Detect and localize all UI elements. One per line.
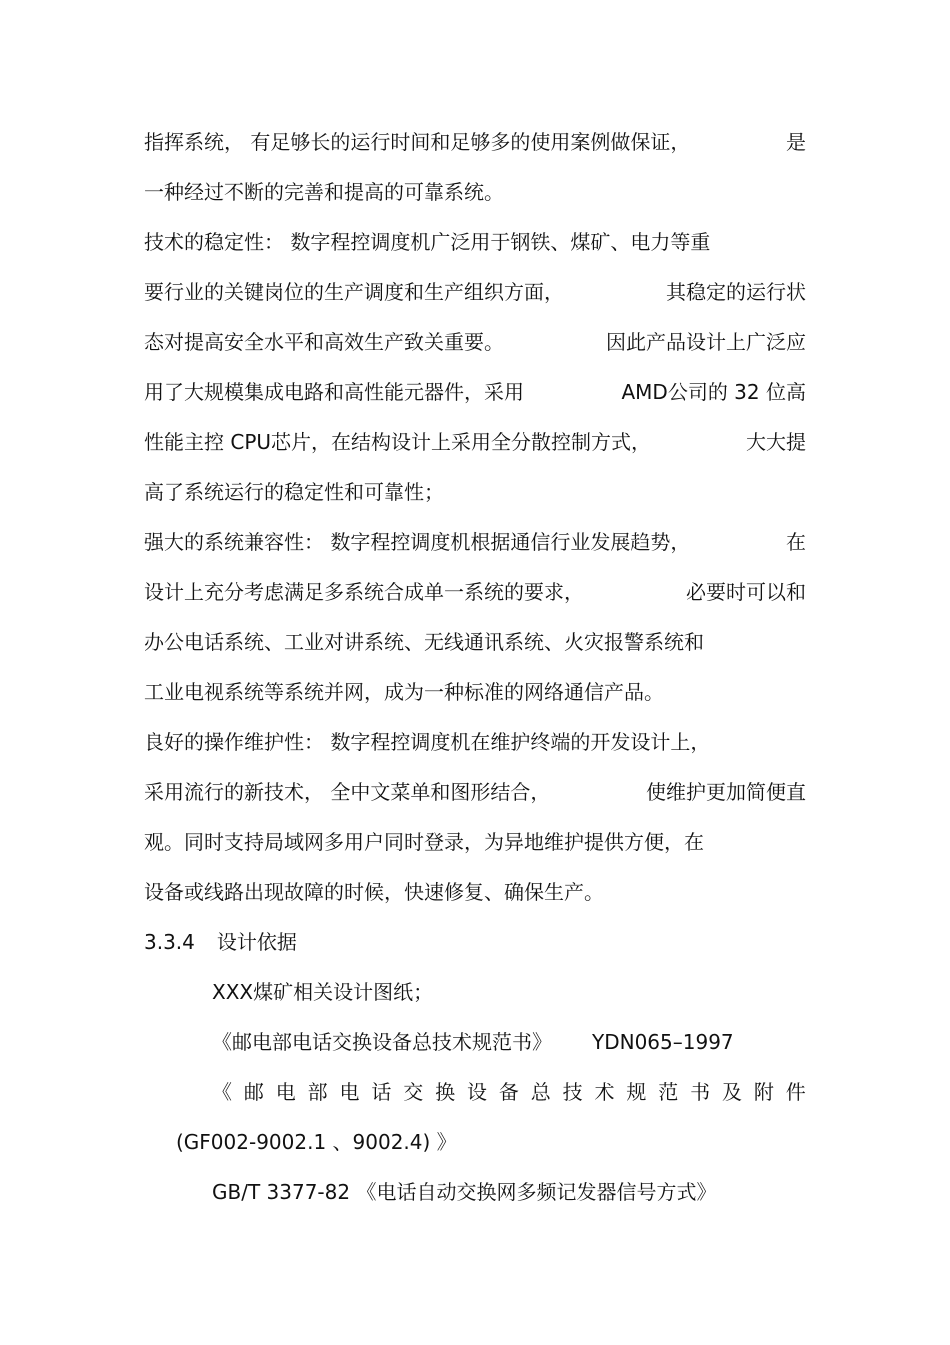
text-segment: 态对提高安全水平和高效生产致关重要。 bbox=[144, 330, 504, 354]
text-segment: 使维护更加简便直 bbox=[646, 780, 806, 804]
text-segment: 必要时可以和 bbox=[686, 580, 806, 604]
text-segment: 用了大规模集成电路和高性能元器件，采用 bbox=[144, 380, 524, 404]
section-number: 3.3.4 bbox=[144, 930, 195, 954]
text-line bbox=[144, 278, 806, 306]
reference-char: 《 bbox=[212, 1080, 232, 1104]
text-segment: 采用流行的新技术， 全中文菜单和图形结合， bbox=[144, 780, 551, 804]
reference-item-continuation bbox=[176, 1128, 806, 1156]
text-line bbox=[144, 228, 806, 256]
text-segment: 一种经过不断的完善和提高的可靠系统。 bbox=[144, 180, 504, 204]
text-line bbox=[144, 378, 806, 406]
text-segment: 良好的操作维护性： 数字程控调度机在维护终端的开发设计上， bbox=[144, 730, 711, 754]
reference-char: 术 bbox=[594, 1080, 615, 1104]
section-heading bbox=[144, 928, 806, 956]
section-title: 设计依据 bbox=[216, 930, 297, 954]
reference-char: 及 bbox=[722, 1080, 742, 1104]
reference-text: GB/T 3377-82 《电话自动交换网多频记发器信号方式》 bbox=[212, 1180, 717, 1204]
text-line bbox=[144, 628, 806, 656]
text-segment: 高了系统运行的稳定性和可靠性； bbox=[144, 480, 444, 504]
text-segment: 设计上充分考虑满足多系统合成单一系统的要求， bbox=[144, 580, 584, 604]
text-line bbox=[144, 578, 806, 606]
reference-char: 范 bbox=[658, 1080, 679, 1104]
text-line bbox=[144, 678, 806, 706]
text-segment: 工业电视系统等系统并网，成为一种标准的网络通信产品。 bbox=[144, 680, 664, 704]
text-segment: 设备或线路出现故障的时候，快速修复、确保生产。 bbox=[144, 880, 604, 904]
reference-char: 设 bbox=[467, 1080, 487, 1104]
text-line bbox=[144, 878, 806, 906]
text-segment: 性能主控 CPU芯片，在结构设计上采用全分散控制方式， bbox=[144, 430, 652, 454]
reference-char: 换 bbox=[435, 1080, 456, 1104]
text-segment: 是 bbox=[786, 130, 806, 154]
text-segment: 技术的稳定性： 数字程控调度机广泛用于钢铁、煤矿、电力等重 bbox=[144, 230, 711, 254]
text-line bbox=[144, 478, 806, 506]
reference-char: 电 bbox=[339, 1080, 360, 1104]
text-segment: 观。同时支持局域网多用户同时登录，为异地维护提供方便，在 bbox=[144, 830, 704, 854]
reference-item-spread bbox=[212, 1078, 806, 1106]
text-segment: 办公电话系统、工业对讲系统、无线通讯系统、火灾报警系统和 bbox=[144, 630, 704, 654]
reference-char: 部 bbox=[307, 1080, 328, 1104]
text-line bbox=[144, 328, 806, 356]
reference-char: 备 bbox=[498, 1080, 519, 1104]
reference-item bbox=[212, 1028, 772, 1056]
reference-char: 交 bbox=[403, 1080, 424, 1104]
text-line bbox=[144, 828, 806, 856]
reference-char: 总 bbox=[530, 1080, 551, 1104]
text-segment: 其稳定的运行状 bbox=[666, 280, 806, 304]
reference-item bbox=[212, 1178, 806, 1206]
text-line bbox=[144, 128, 806, 156]
reference-text: (GF002-9002.1 、9002.4) 》 bbox=[176, 1130, 457, 1154]
text-line bbox=[144, 778, 806, 806]
reference-item bbox=[212, 978, 806, 1006]
reference-char: 规 bbox=[626, 1080, 647, 1104]
reference-char: 电 bbox=[275, 1080, 296, 1104]
text-segment: 大大提 bbox=[746, 430, 806, 454]
text-segment: 在 bbox=[786, 530, 806, 554]
reference-text: 《邮电部电话交换设备总技术规范书》 bbox=[212, 1030, 552, 1054]
text-segment: 指挥系统， 有足够长的运行时间和足够多的使用案例做保证， bbox=[144, 130, 691, 154]
text-line bbox=[144, 528, 806, 556]
reference-code: YDN065–1997 bbox=[592, 1030, 734, 1054]
reference-char: 邮 bbox=[243, 1080, 264, 1104]
reference-char: 技 bbox=[562, 1080, 583, 1104]
reference-char: 书 bbox=[690, 1080, 711, 1104]
reference-text: XXX煤矿相关设计图纸； bbox=[212, 980, 434, 1004]
text-segment: 强大的系统兼容性： 数字程控调度机根据通信行业发展趋势， bbox=[144, 530, 691, 554]
text-segment: 因此产品设计上广泛应 bbox=[606, 330, 806, 354]
text-line bbox=[144, 428, 806, 456]
reference-char: 附 bbox=[753, 1080, 774, 1104]
reference-char: 话 bbox=[371, 1080, 392, 1104]
reference-char: 件 bbox=[785, 1080, 806, 1104]
text-segment: AMD公司的 32 位高 bbox=[621, 380, 806, 404]
text-segment: 要行业的关键岗位的生产调度和生产组织方面， bbox=[144, 280, 564, 304]
text-line bbox=[144, 728, 806, 756]
text-line bbox=[144, 178, 806, 206]
